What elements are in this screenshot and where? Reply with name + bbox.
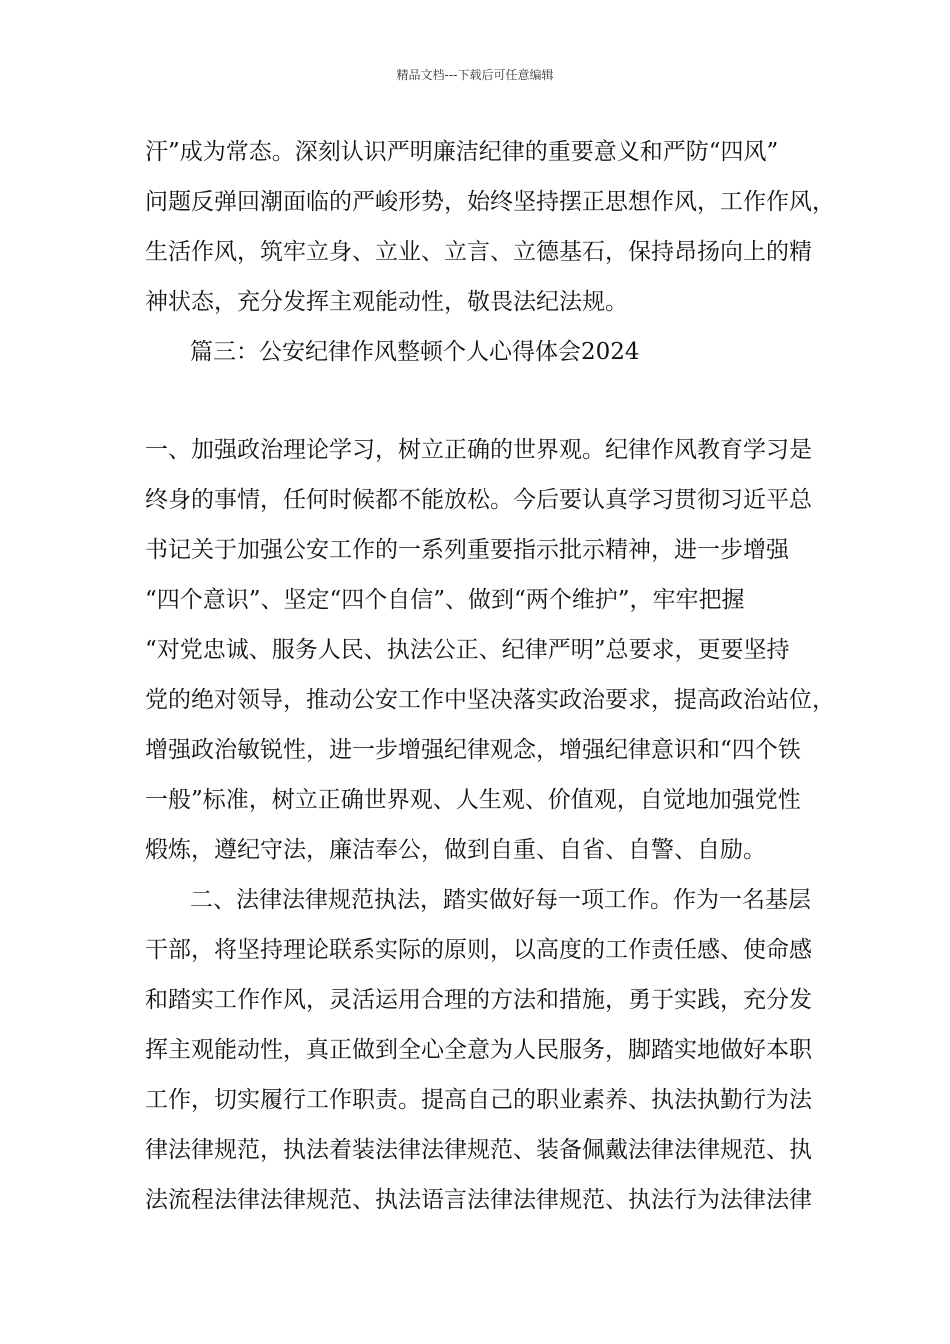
body-line: 党的绝对领导，推动公安工作中坚决落实政治要求，提高政治站位， [145, 687, 835, 713]
body-line: 书记关于加强公安工作的一系列重要指示批示精神，进一步增强 [145, 537, 789, 563]
body-line: “对党忠诚、服务人民、执法公正、纪律严明”总要求，更要坚持 [145, 637, 790, 663]
body-line: 一般”标准，树立正确世界观、人生观、价值观，自觉地加强党性 [145, 787, 801, 813]
page-header: 精品文档---下载后可任意编辑 [396, 68, 554, 82]
body-line: 律法律规范，执法着装法律法律规范、装备佩戴法律法律规范、执 [145, 1137, 812, 1163]
body-line: 问题反弹回潮面临的严峻形势，始终坚持摆正思想作风，工作作风， [145, 189, 835, 215]
body-line: 一、加强政治理论学习，树立正确的世界观。纪律作风教育学习是 [145, 437, 812, 463]
body-line: 煅炼，遵纪守法，廉洁奉公，做到自重、自省、自警、自励。 [145, 837, 766, 863]
body-line: 神状态，充分发挥主观能动性，敬畏法纪法规。 [145, 289, 628, 315]
body-line: 生活作风，筑牢立身、立业、立言、立德基石，保持昂扬向上的精 [145, 239, 812, 265]
section-heading: 篇三：公安纪律作风整顿个人心得体会2024 [190, 339, 640, 365]
body-line: 干部，将坚持理论联系实际的原则，以高度的工作责任感、使命感 [145, 937, 812, 963]
body-line: 终身的事情，任何时候都不能放松。今后要认真学习贯彻习近平总 [145, 487, 812, 513]
body-line: “四个意识”、坚定“四个自信”、做到“两个维护”，牢牢把握 [145, 587, 745, 613]
body-line: 增强政治敏锐性，进一步增强纪律观念，增强纪律意识和“四个铁 [145, 737, 801, 763]
body-line: 挥主观能动性，真正做到全心全意为人民服务，脚踏实地做好本职 [145, 1037, 812, 1063]
body-line: 汗”成为常态。深刻认识严明廉洁纪律的重要意义和严防“四风” [145, 139, 779, 165]
body-line: 法流程法律法律规范、执法语言法律法律规范、执法行为法律法律 [145, 1187, 812, 1213]
body-line: 和踏实工作作风，灵活运用合理的方法和措施，勇于实践，充分发 [145, 987, 812, 1013]
body-line: 工作，切实履行工作职责。提高自己的职业素养、执法执勤行为法 [145, 1087, 812, 1113]
body-line: 二、法律法律规范执法，踏实做好每一项工作。作为一名基层 [190, 887, 811, 913]
